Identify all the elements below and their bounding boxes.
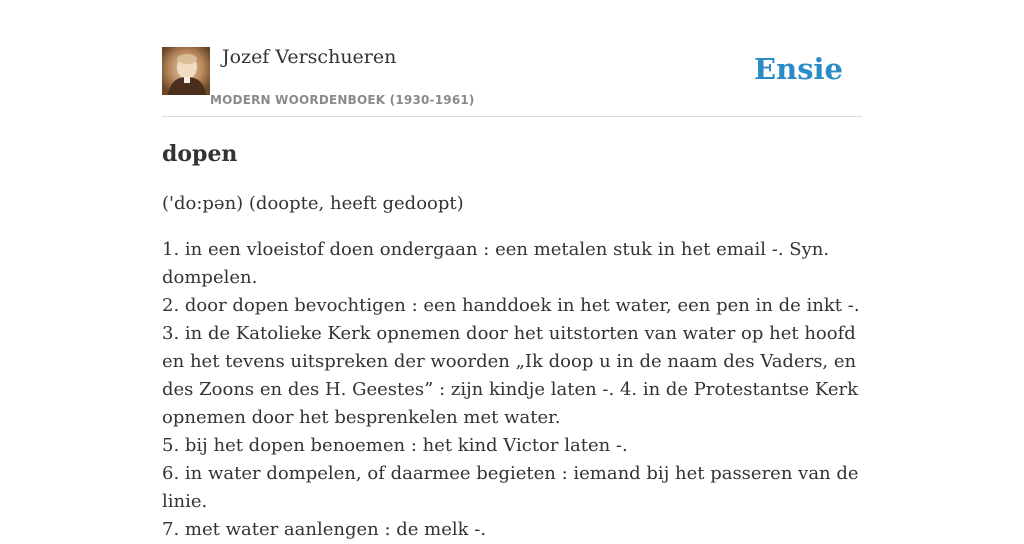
- definition-item: 2. door dopen bevochtigen : een handdoek in het water, een pen in de inkt -.: [162, 295, 860, 316]
- author-avatar[interactable]: [162, 47, 210, 95]
- entry-content: [162, 138, 866, 544]
- definition-item: 1. in een vloeistof doen ondergaan : een metalen stuk in het email -. Syn. dompelen.: [162, 239, 830, 288]
- author-name[interactable]: Jozef Verschueren: [222, 46, 397, 68]
- author-portrait-icon: [162, 47, 210, 95]
- definition-item: 7. met water aanlengen : de melk -.: [162, 519, 487, 540]
- definition-item: 5. bij het dopen benoemen : het kind Victor laten -.: [162, 435, 628, 456]
- entry-pronunciation: ('do:pən) (doopte, heeft gedoopt): [162, 193, 464, 214]
- definition-item: 6. in water dompelen, of daarmee begieten : iemand bij het passeren van de linie.: [162, 463, 859, 512]
- definitions-list: [162, 236, 866, 544]
- definition-item: 3. in de Katolieke Kerk opnemen door het uitstorten van water op het hoofd en het tevens uitspreken der woorden „Ik doop u in de naam des Vaders, en des Zoons en des H. Geestes” : zijn kindje laten -. 4. in de Protestantse Kerk opnemen door het besprenkelen met water.: [162, 323, 859, 428]
- entry-title: dopen: [162, 141, 238, 167]
- header: [162, 44, 862, 117]
- dictionary-source: MODERN WOORDENBOEK (1930-1961): [210, 93, 475, 107]
- ensie-logo[interactable]: Ensie: [754, 52, 843, 86]
